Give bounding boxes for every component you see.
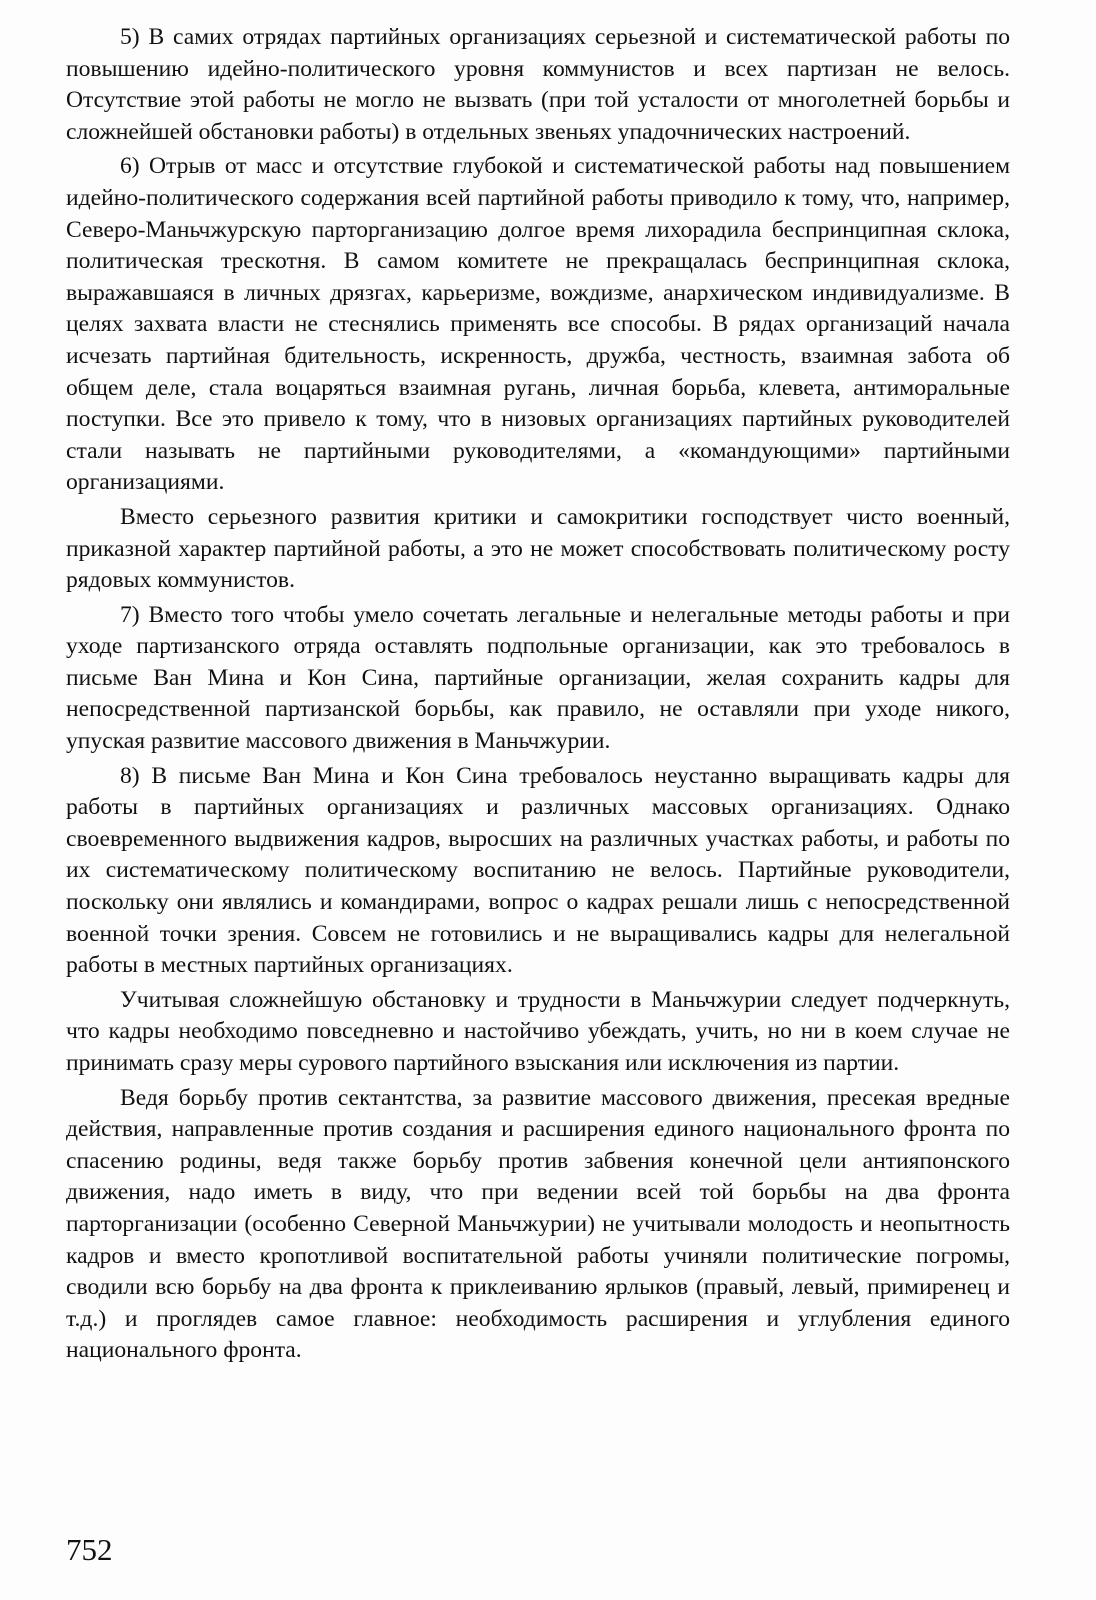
paragraph-two-fronts: Ведя борьбу против сектантства, за развитие массового движения, пресекая вредные действия, направленные против создания и расширения единого национального фронта по спасению родины, ведя также борьбу против забвения конечной цели антияпонского движения, надо иметь в виду, что при ведении всей той борьбы на два фронта парторганизации (особенно Северной Маньчжурии) не учитывали молодость и неопытность кадров и вместо кропотливой воспитательной работы учиняли политические погромы, сводили всю борьбу на два фронта к приклеиванию ярлыков (правый, левый, примиренец и т.д.) и проглядев самое главное: необходимость расширения и углубления единого национального фронта.: [66, 1084, 1010, 1364]
page-number: 752: [66, 1532, 113, 1567]
paragraph-cadres: Учитывая сложнейшую обстановку и трудности в Маньчжурии следует подчеркнуть, что кадры необходимо повседневно и настойчиво убеждать, учить, но ни в коем случае не принимать сразу меры сурового партийного взыскания или исключения из партии.: [66, 986, 1010, 1076]
paragraph-criticism: Вместо серьезного развития критики и самокритики господствует чисто военный, приказной характер партийной работы, а это не может способствовать политическому росту рядовых коммунистов.: [66, 503, 1010, 594]
body-text: [66, 22, 1010, 1367]
paragraph-point-6: 6) Отрыв от масс и отсутствие глубокой и систематической работы над повышением идейно-политического содержания всей партийной работы приводило к тому, что, например, Северо-Маньчжурскую парторганизацию долгое время лихорадила беспринципная склока, политическая трескотня. В самом комитете не прекращалась беспринципная склока, выражавшаяся в личных дрязгах, карьеризме, вождизме, анархическом индивидуализме. В целях захвата власти не стеснялись применять все способы. В рядах организаций начала исчезать партийная бдительность, искренность, дружба, честность, взаимная забота об общем деле, стала воцаряться взаимная ругань, личная борьба, клевета, антиморальные поступки. Все это привело к тому, что в низовых организациях партийных руководителей стали называть не партийными руководителями, а «командующими» партийными организациями.: [66, 153, 1010, 496]
paragraph-point-8: 8) В письме Ван Мина и Кон Сина требовалось неустанно выращивать кадры для работы в партийных организациях и различных массовых организациях. Однако своевременного выдвижения кадров, выросших на различных участках работы, и работы по их систематическому политическому воспитанию не велось. Партийные руководители, поскольку они являлись и командирами, вопрос о кадрах решали лишь с непосредственной военной точки зрения. Совсем не готовились и не выращивались кадры для нелегальной работы в местных партийных организациях.: [66, 762, 1010, 979]
paragraph-point-5: 5) В самих отрядах партийных организациях серьезной и систематической работы по повышению идейно-политического уровня коммунистов и всех партизан не велось. Отсутствие этой работы не могло не вызвать (при той усталости от многолетней борьбы и сложнейшей обстановки работы) в отдельных звеньях упадочнических настроений.: [66, 24, 1010, 145]
paragraph-point-7: 7) Вместо того чтобы умело сочетать легальные и нелегальные методы работы и при уходе партизанского отряда оставлять подпольные организации, как это требовалось в письме Ван Мина и Кон Сина, партийные организации, желая сохранить кадры для непосредственной партизанской борьбы, как правило, не оставляли при уходе никого, упуская развитие массового движения в Маньчжурии.: [66, 601, 1010, 755]
